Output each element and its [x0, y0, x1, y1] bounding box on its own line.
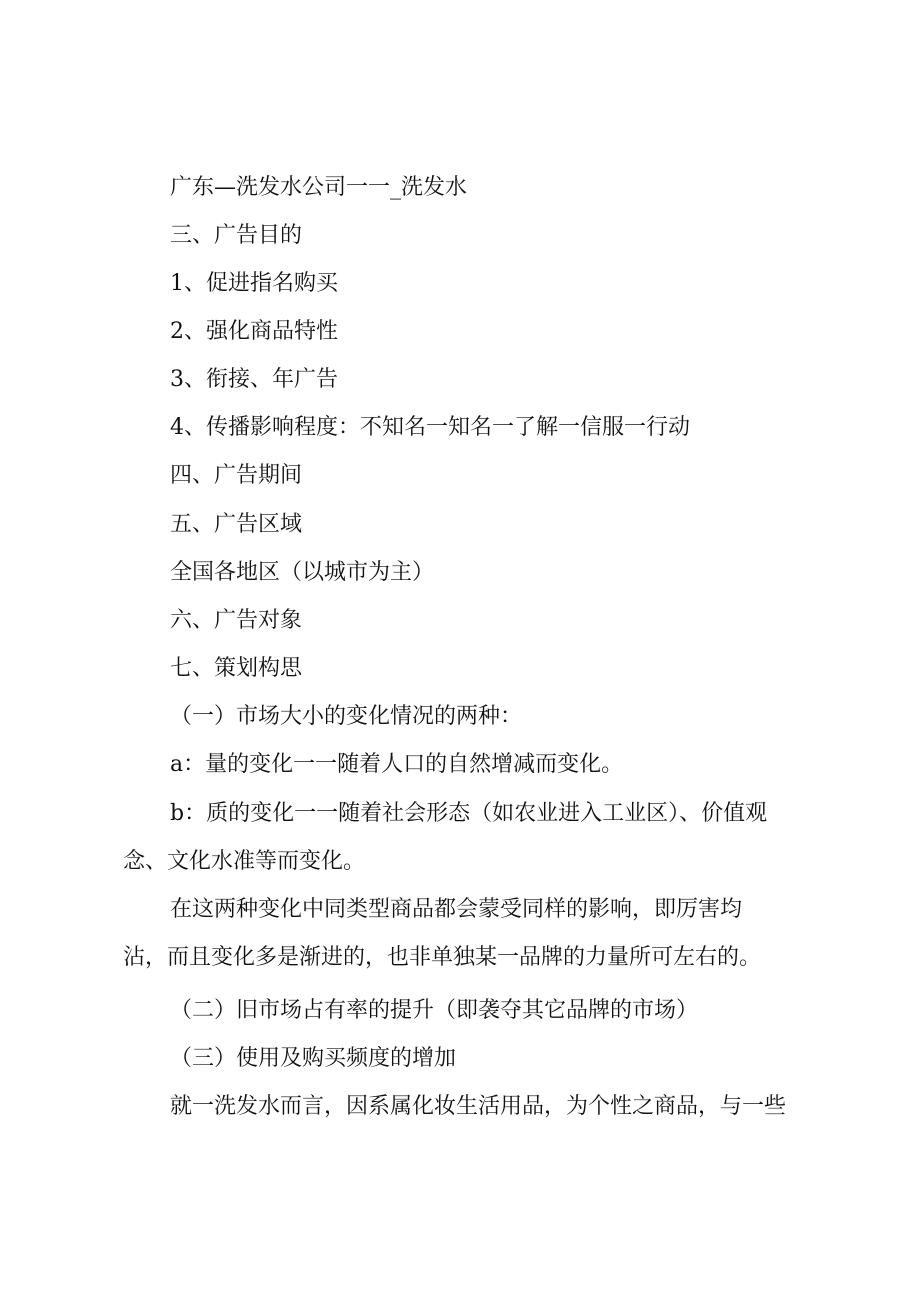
paragraph-line: 在这两种变化中同类型商品都会蒙受同样的影响，即厉害均: [170, 897, 743, 922]
text-line-product: 广东—洗发水公司一一_洗发水: [170, 175, 468, 200]
subheading-usage-frequency: （三）使用及购买频度的增加: [170, 1046, 457, 1071]
text-line-region: 全国各地区（以城市为主）: [170, 560, 435, 585]
heading-planning-concept: 七、策划构思: [170, 656, 303, 681]
heading-ad-region: 五、广告区域: [170, 512, 303, 537]
list-item-3: 3、衔接、年广告: [170, 367, 338, 392]
paragraph-line-cont: 沾，而且变化多是渐进的，也非单独某一品牌的力量所可左右的。: [123, 945, 762, 970]
subheading-market-size: （一）市场大小的变化情况的两种：: [170, 704, 523, 729]
heading-ad-objective: 三、广告目的: [170, 223, 303, 248]
paragraph-line-a: a：量的变化一一随着人口的自然增减而变化。: [170, 752, 624, 777]
list-item-4: 4、传播影响程度：不知名一知名一了解一信服一行动: [170, 415, 690, 440]
heading-ad-audience: 六、广告对象: [170, 608, 303, 633]
list-item-1: 1、促进指名购买: [170, 271, 338, 296]
heading-ad-period: 四、广告期间: [170, 463, 303, 488]
list-item-2: 2、强化商品特性: [170, 319, 338, 344]
paragraph-line-b-cont: 念、文化水准等而变化。: [123, 849, 366, 874]
subheading-old-market: （二）旧市场占有率的提升（即袭夺其它品牌的市场）: [170, 998, 699, 1023]
paragraph-line-b: b：质的变化一一随着社会形态（如农业进入工业区）、价值观: [170, 801, 768, 826]
paragraph-line-last: 就一洗发水而言，因系属化妆生活用品，为个性之商品，与一些: [170, 1094, 787, 1119]
